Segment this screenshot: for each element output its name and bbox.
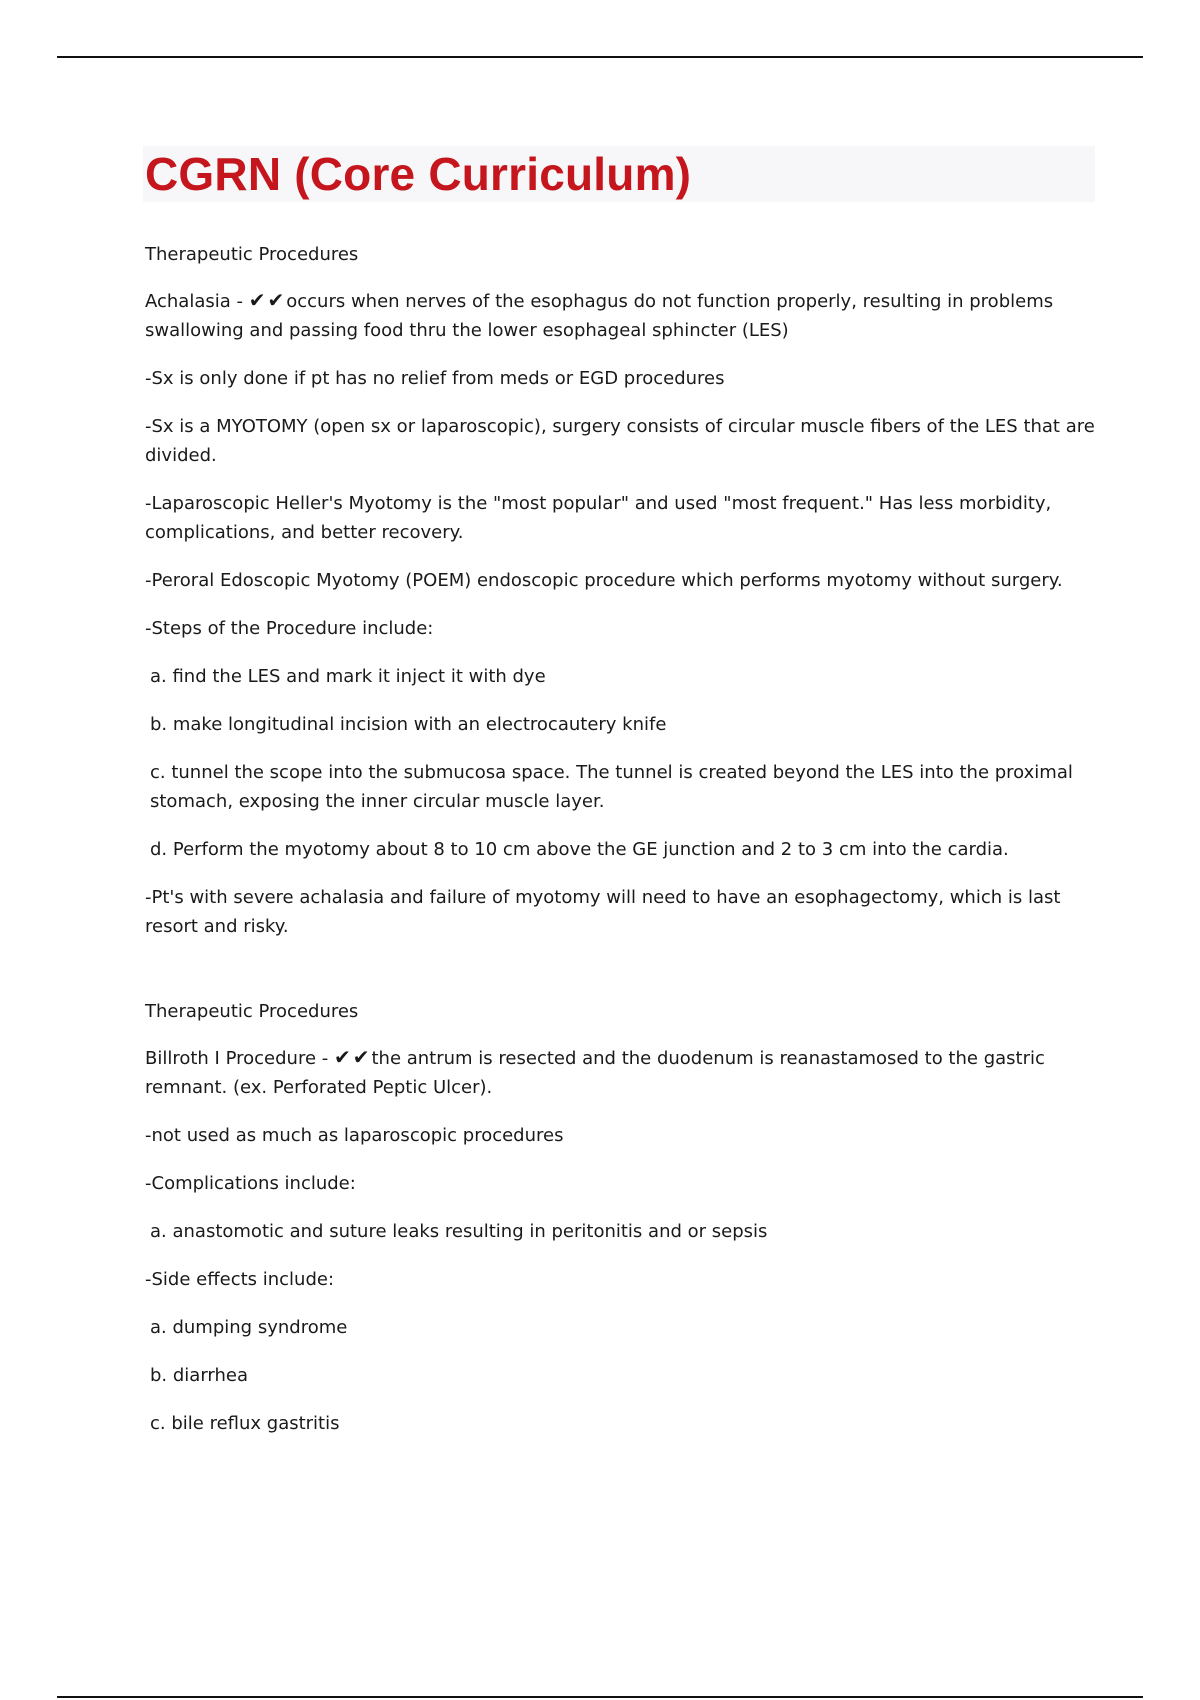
note-line: -Laparoscopic Heller's Myotomy is the "most popular" and used "most frequent." Has less morbidity, complications, and better recovery. — [145, 493, 1052, 543]
term: Achalasia - — [145, 291, 249, 312]
term-definition — [145, 1043, 1095, 1102]
section-achalasia — [145, 240, 1095, 941]
note-line: -Complications include: — [145, 1173, 356, 1194]
term-definition — [145, 286, 1095, 345]
document-body — [145, 146, 1095, 1438]
list-item: a. anastomotic and suture leaks resulting in peritonitis and or sepsis — [150, 1221, 768, 1242]
double-check-icon: ✔✔ — [333, 1045, 372, 1069]
document-title: CGRN (Core Curriculum) — [145, 148, 692, 200]
note-line: -Peroral Edoscopic Myotomy (POEM) endoscopic procedure which performs myotomy without surgery. — [145, 570, 1063, 591]
title-banner — [143, 146, 1095, 202]
definition: occurs when nerves of the esophagus do not function properly, resulting in problems swallowing and passing food thru the lower esophageal sphincter (LES) — [145, 291, 1054, 341]
section-billroth — [145, 997, 1095, 1438]
section-heading: Therapeutic Procedures — [145, 1001, 359, 1022]
step-item: b. make longitudinal incision with an electrocautery knife — [150, 714, 667, 735]
note-line: -not used as much as laparoscopic procedures — [145, 1125, 564, 1146]
top-rule — [57, 56, 1143, 58]
list-item: c. bile reflux gastritis — [150, 1413, 340, 1434]
note-line: -Sx is only done if pt has no relief from meds or EGD procedures — [145, 368, 725, 389]
note-line: -Side effects include: — [145, 1269, 335, 1290]
note-line: -Steps of the Procedure include: — [145, 618, 434, 639]
bottom-rule — [57, 1696, 1143, 1698]
double-check-icon: ✔✔ — [248, 288, 287, 312]
step-item: a. find the LES and mark it inject it with dye — [150, 666, 546, 687]
section-heading: Therapeutic Procedures — [145, 244, 359, 265]
step-item: d. Perform the myotomy about 8 to 10 cm above the GE junction and 2 to 3 cm into the cardia. — [150, 839, 1009, 860]
note-line: -Pt's with severe achalasia and failure of myotomy will need to have an esophagectomy, which is last resort and risky. — [145, 887, 1061, 937]
list-item: a. dumping syndrome — [150, 1317, 348, 1338]
step-item: c. tunnel the scope into the submucosa space. The tunnel is created beyond the LES into the proximal stomach, exposing the inner circular muscle layer. — [150, 762, 1073, 812]
term: Billroth I Procedure - — [145, 1048, 334, 1069]
list-item: b. diarrhea — [150, 1365, 249, 1386]
definition: the antrum is resected and the duodenum is reanastamosed to the gastric remnant. (ex. Perforated Peptic Ulcer). — [145, 1048, 1045, 1098]
note-line: -Sx is a MYOTOMY (open sx or laparoscopic), surgery consists of circular muscle fibers of the LES that are divided. — [145, 416, 1095, 466]
